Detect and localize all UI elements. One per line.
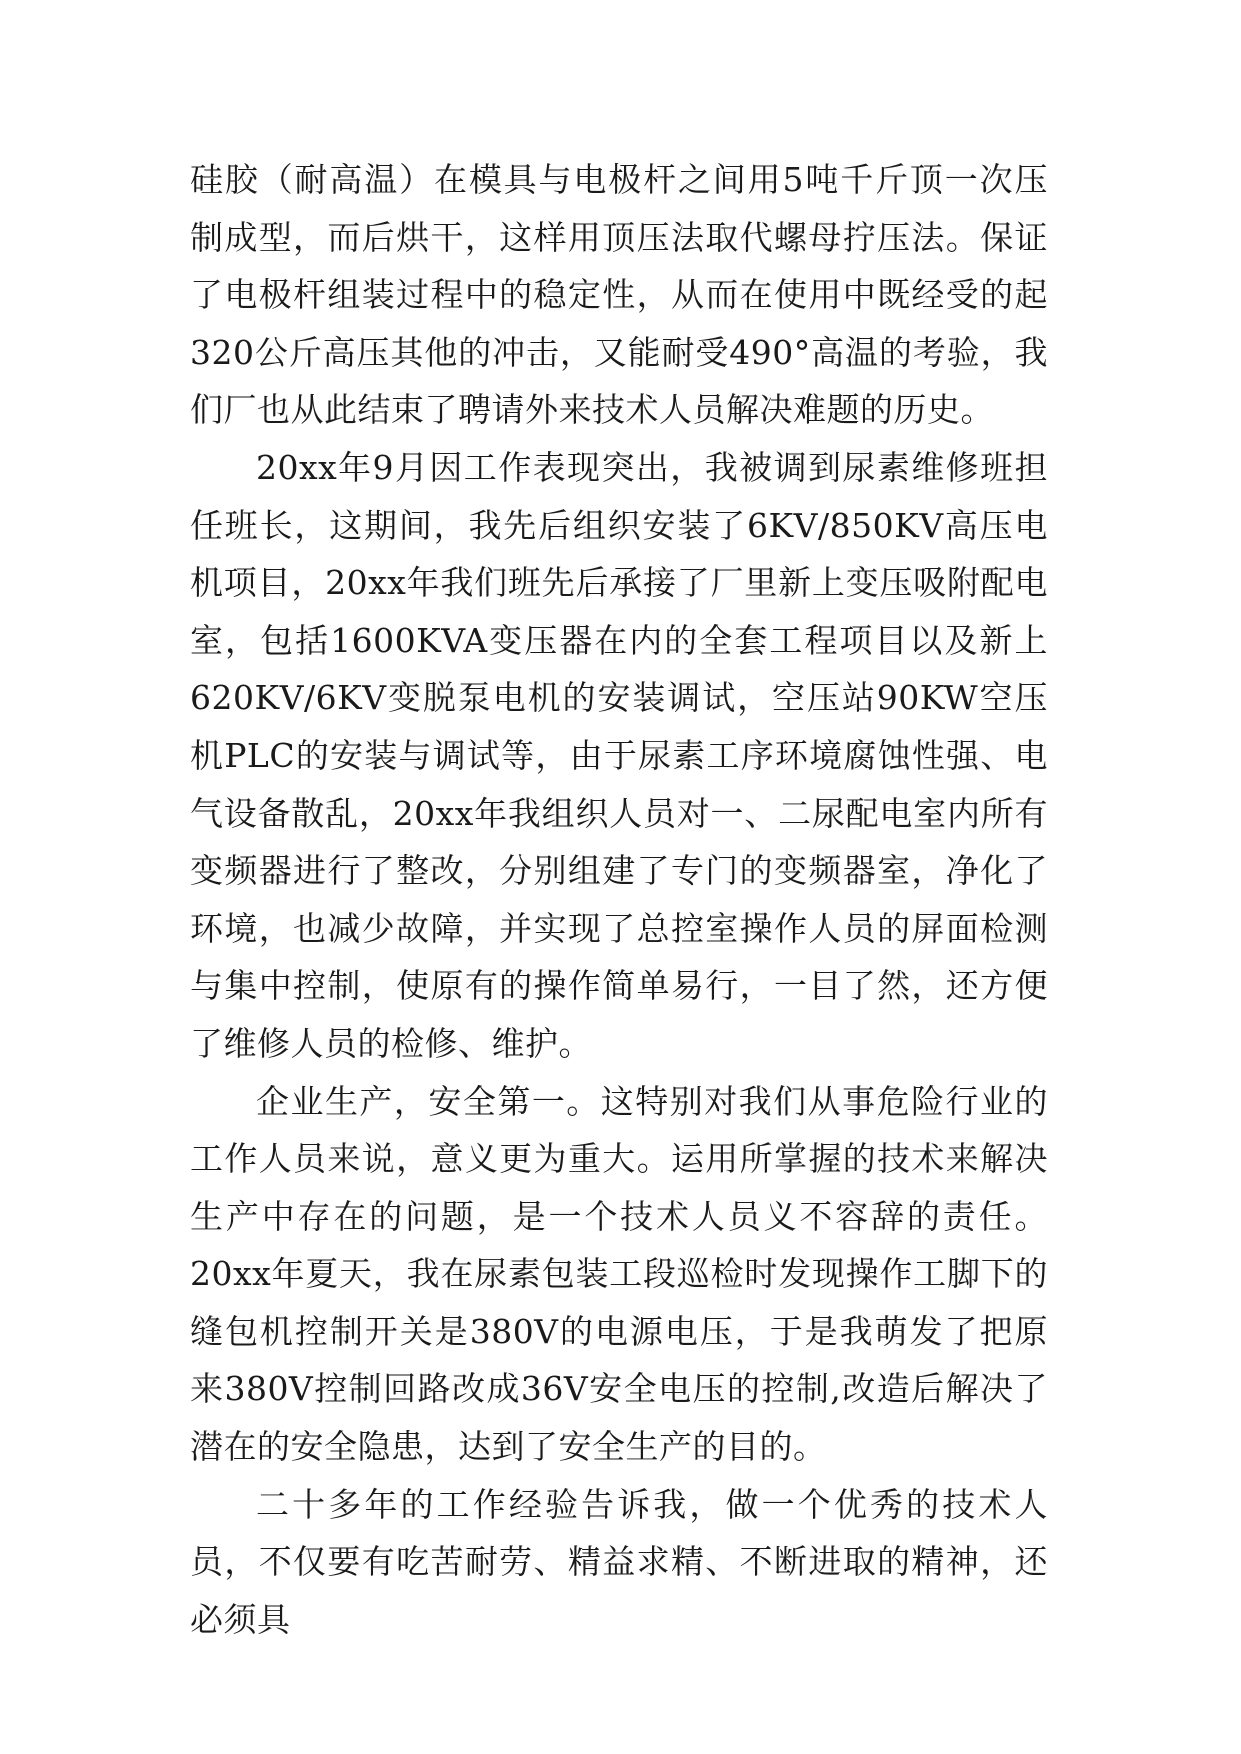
paragraph-work-experience: 二十多年的工作经验告诉我，做一个优秀的技术人员，不仅要有吃苦耐劳、精益求精、不断进取的精神，还必须具 xyxy=(190,1484,1048,1639)
paragraph-urea-maintenance: 20xx年9月因工作表现突出，我被调到尿素维修班担任班长，这期间，我先后组织安装了6KV/850KV高压电机项目，20xx年我们班先后承接了厂里新上变压吸附配电室，包括1600KVA变压器在内的全套工程项目以及新上620KV/6KV变脱泵电机的安装调试，空压站90KW空压机PLC的安装与调试等，由于尿素工序环境腐蚀性强、电气设备散乱，20xx年我组织人员对一、二尿配电室内所有变频器进行了整改，分别组建了专门的变频器室，净化了环境，也减少故障，并实现了总控室操作人员的屏面检测与集中控制，使原有的操作简单易行，一目了然，还方便了维修人员的检修、维护。 xyxy=(190,447,1048,1063)
paragraph-safety-first: 企业生产，安全第一。这特别对我们从事危险行业的工作人员来说，意义更为重大。运用所掌握的技术来解决生产中存在的问题，是一个技术人员义不容辞的责任。20xx年夏天，我在尿素包装工段巡检时发现操作工脚下的缝包机控制开关是380V的电源电压，于是我萌发了把原来380V控制回路改成36V安全电压的控制,改造后解决了潜在的安全隐患，达到了安全生产的目的。 xyxy=(190,1081,1048,1467)
document-body xyxy=(190,151,1048,1648)
paragraph-continuation: 硅胶（耐高温）在模具与电极杆之间用5吨千斤顶一次压制成型，而后烘干，这样用顶压法取代螺母拧压法。保证了电极杆组装过程中的稳定性，从而在使用中既经受的起320公斤高压其他的冲击，又能耐受490°高温的考验，我们厂也从此结束了聘请外来技术人员解决难题的历史。 xyxy=(190,160,1048,430)
